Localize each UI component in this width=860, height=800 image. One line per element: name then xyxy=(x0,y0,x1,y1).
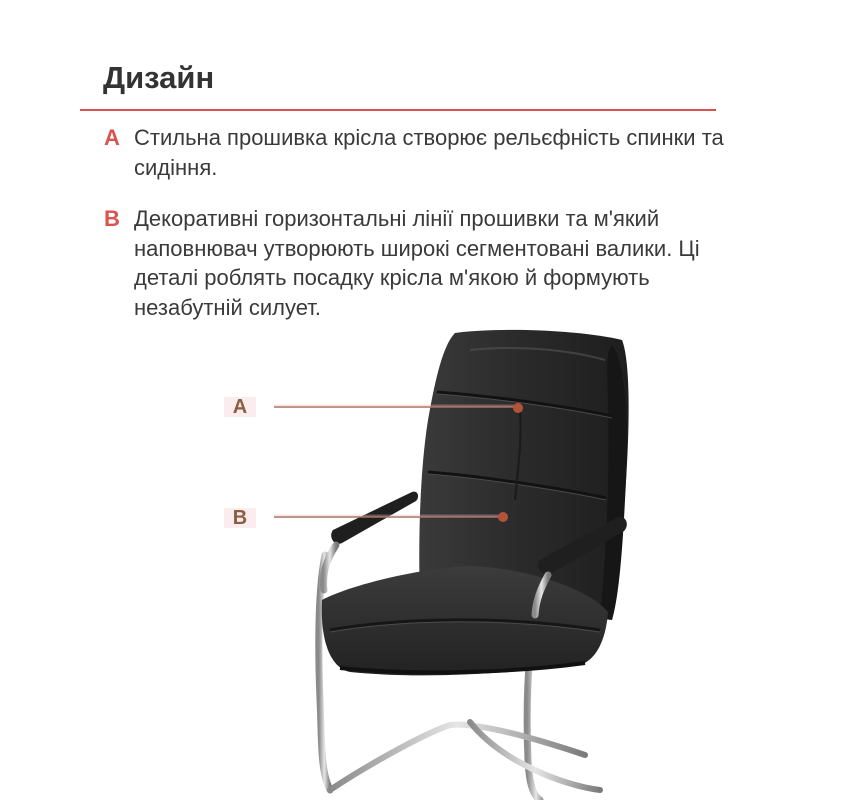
callout-b-label: B xyxy=(224,508,256,528)
feature-letter: B xyxy=(104,206,120,231)
feature-letter: A xyxy=(104,125,120,150)
callout-a-dot xyxy=(513,403,523,413)
feature-text: Стильна прошивка крісла створює рельєфність спинки та сидіння. xyxy=(134,125,724,180)
feature-text: Декоративні горизонтальні лінії прошивки та м'який наповнювач утворюють широкі сегментовані валики. Ці деталі роблять посадку крісла м'якою й формують незабутній силует. xyxy=(134,206,700,320)
callout-a-label: A xyxy=(224,397,256,417)
callout-b-dot xyxy=(498,512,508,522)
section-title: Дизайн xyxy=(103,60,215,95)
